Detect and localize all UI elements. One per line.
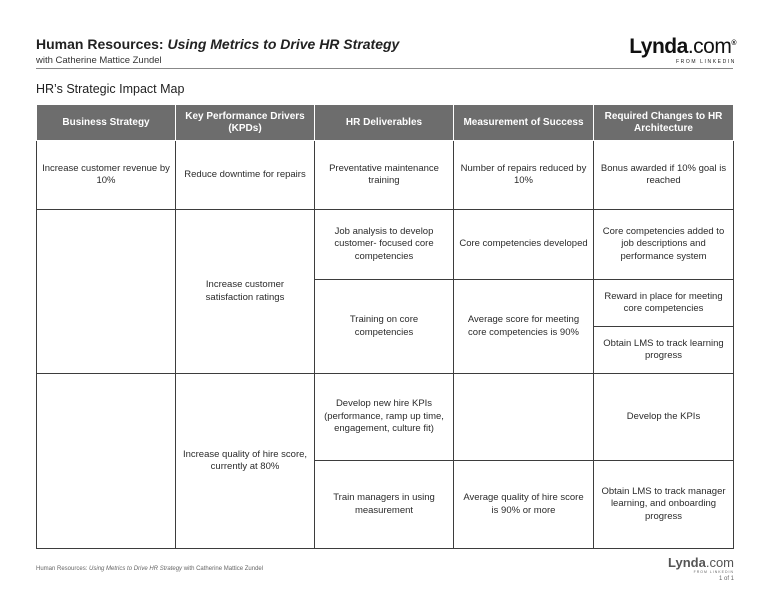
- footer-prefix: Human Resources:: [36, 566, 90, 572]
- footer-logo-com: .com: [705, 555, 734, 570]
- cell-change: Bonus awarded if 10% goal is reached: [594, 141, 734, 210]
- page-number: 1 of 1: [718, 576, 734, 582]
- logo-tagline: FROM LINKEDIN: [676, 59, 736, 65]
- cell-measurement: Core competencies developed: [454, 210, 594, 280]
- cell-change: Reward in place for meeting core competencies: [594, 280, 734, 327]
- footer-logo-word: Lynda: [668, 555, 706, 570]
- footer-credit: [36, 566, 263, 572]
- cell-measurement: Average quality of hire score is 90% or more: [454, 461, 594, 549]
- footer-author: with Catherine Mattice Zundel: [182, 566, 264, 572]
- table-row: [37, 141, 734, 210]
- title-prefix: Human Resources:: [36, 36, 168, 52]
- footer-course: Using Metrics to Drive HR Strategy: [89, 566, 183, 572]
- cell-measurement: Number of repairs reduced by 10%: [454, 141, 594, 210]
- footer-lynda-logo: [660, 556, 734, 575]
- strategic-impact-table: [36, 105, 734, 549]
- header-kpds: Key Performance Drivers (KPDs): [176, 105, 315, 141]
- footer-logo-wordmark: [660, 556, 734, 570]
- table-row: [37, 374, 734, 461]
- logo-registered-mark: ®: [731, 40, 736, 47]
- cell-change: Obtain LMS to track learning progress: [594, 327, 734, 374]
- section-title: HR’s Strategic Impact Map: [36, 82, 185, 96]
- header-divider: [36, 68, 733, 69]
- logo-com: .com: [687, 35, 732, 58]
- cell-deliverable: Job analysis to develop customer- focused core competencies: [315, 210, 454, 280]
- lynda-logo: [624, 32, 736, 65]
- document-subtitle: with Catherine Mattice Zundel: [36, 55, 162, 66]
- cell-change: Obtain LMS to track manager learning, and onboarding progress: [594, 461, 734, 549]
- title-course: Using Metrics to Drive HR Strategy: [167, 36, 400, 52]
- table-row: [37, 210, 734, 280]
- cell-kpd: Increase quality of hire score, currently at 80%: [176, 374, 315, 549]
- cell-deliverable: Develop new hire KPIs (performance, ramp up time, engagement, culture fit): [315, 374, 454, 461]
- cell-change: Develop the KPIs: [594, 374, 734, 461]
- header-measurement: Measurement of Success: [454, 105, 594, 141]
- header-required-changes: Required Changes to HR Architecture: [594, 105, 734, 141]
- header-business-strategy: Business Strategy: [37, 105, 176, 141]
- logo-wordmark: [624, 32, 736, 59]
- header-hr-deliverables: HR Deliverables: [315, 105, 454, 141]
- cell-change: Core competencies added to job descriptions and performance system: [594, 210, 734, 280]
- cell-measurement: Average score for meeting core competencies is 90%: [454, 280, 594, 374]
- logo-word: Lynda: [629, 35, 688, 58]
- cell-measurement: [454, 374, 594, 461]
- cell-strategy: [37, 374, 176, 549]
- cell-deliverable: Training on core competencies: [315, 280, 454, 374]
- cell-deliverable: Train managers in using measurement: [315, 461, 454, 549]
- cell-strategy: Increase customer revenue by 10%: [37, 141, 176, 210]
- cell-deliverable: Preventative maintenance training: [315, 141, 454, 210]
- table-header-row: [37, 105, 734, 141]
- cell-kpd: Reduce downtime for repairs: [176, 141, 315, 210]
- document-title: [36, 36, 399, 52]
- footer-logo-tagline: FROM LINKEDIN: [693, 570, 734, 574]
- cell-kpd: Increase customer satisfaction ratings: [176, 210, 315, 374]
- cell-strategy: [37, 210, 176, 374]
